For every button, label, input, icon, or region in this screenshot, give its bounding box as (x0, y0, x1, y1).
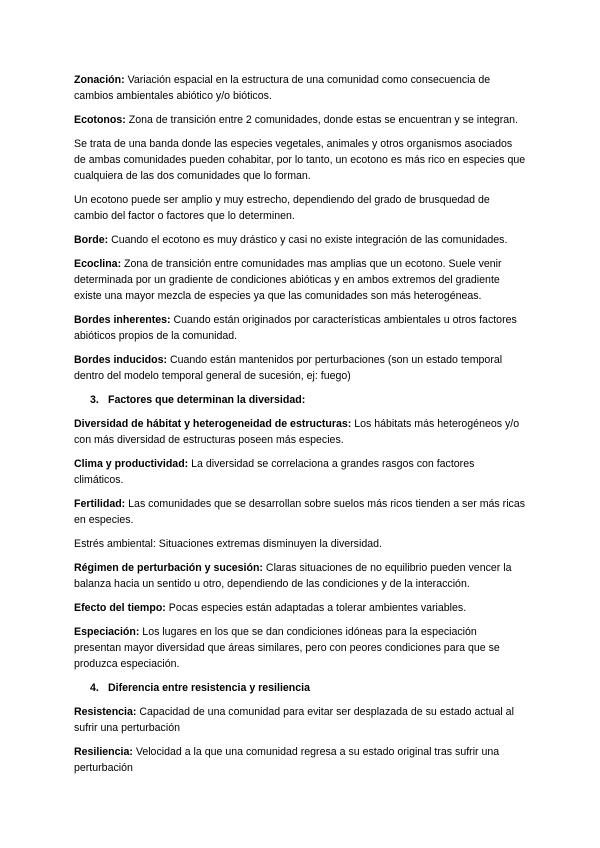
term-label: Bordes inducidos: (74, 354, 167, 366)
term-label: Resiliencia: (74, 746, 133, 758)
paragraph-text: Se trata de una banda donde las especies vegetales, animales y otros organismos asociados de ambas comunidades pueden cohabitar, por lo tanto, un ecotono es más rico en especies que cualquiera de las dos comunidades que lo forman. (74, 138, 526, 182)
paragraph-especiacion (74, 624, 526, 672)
paragraph-borde (74, 232, 526, 248)
paragraph-text: Pocas especies están adaptadas a tolerar ambientes variables. (165, 602, 467, 614)
term-label: Efecto del tiempo: (74, 602, 166, 614)
paragraph-clima (74, 456, 526, 488)
paragraph-fertilidad (74, 496, 526, 528)
paragraph-estres (74, 536, 526, 552)
paragraph-text: Variación espacial en la estructura de una comunidad como consecuencia de cambios ambientales abiótico y/o bióticos. (74, 74, 491, 102)
paragraph-ecotono-amplio (74, 192, 526, 224)
paragraph-text: Los lugares en los que se dan condiciones idóneas para la especiación presentan mayor diversidad que áreas similares, pero con peores condiciones para que se produzca especiación. (74, 626, 500, 670)
term-label: Clima y productividad: (74, 458, 189, 470)
paragraph-text: Los hábitats más heterogéneos y/o con más diversidad de estructuras poseen más especies. (74, 418, 520, 446)
paragraph-text: Las comunidades que se desarrollan sobre suelos más ricos tienden a ser más ricas en especies. (74, 498, 526, 526)
term-label: Ecotonos: (74, 114, 126, 126)
term-label: Ecoclina: (74, 258, 122, 270)
paragraph-text: Velocidad a la que una comunidad regresa a su estado original tras sufrir una perturbación (74, 746, 500, 774)
term-label: Fertilidad: (74, 498, 126, 510)
paragraph-ecotonos (74, 112, 526, 128)
section-number: 4. (90, 682, 99, 694)
term-label: Resistencia: (74, 706, 137, 718)
paragraph-text: Cuando el ecotono es muy drástico y casi no existe integración de las comunidades. (108, 234, 508, 246)
paragraph-regimen (74, 560, 526, 592)
term-label: Especiación: (74, 626, 140, 638)
paragraph-text: Zona de transición entre comunidades mas amplias que un ecotono. Suele venir determinada por un gradiente de condiciones abióticas y en ambos extremos del gradiente existe una mayor mezcla de especies ya que las comunidades son más heterogéneas. (74, 258, 502, 302)
paragraph-text: Capacidad de una comunidad para evitar ser desplazada de su estado actual al sufrir una perturbación (74, 706, 514, 734)
section-title: Diferencia entre resistencia y resiliencia (108, 682, 310, 694)
paragraph-text: Claras situaciones de no equilibrio pueden vencer la balanza hacia un sentido u otro, dependiendo de las condiciones y de la interacción. (74, 562, 512, 590)
term-label: Régimen de perturbación y sucesión: (74, 562, 263, 574)
section-number: 3. (90, 394, 99, 406)
paragraph-tiempo (74, 600, 526, 616)
paragraph-text: La diversidad se correlaciona a grandes rasgos con factores climáticos. (74, 458, 475, 486)
term-label: Zonación: (74, 74, 125, 86)
paragraph-diversidad-habitat (74, 416, 526, 448)
paragraph-text: Cuando están originados por características ambientales u otros factores abióticos propios de la comunidad. (74, 314, 517, 342)
section-heading-3 (74, 392, 526, 408)
paragraph-text: Cuando están mantenidos por perturbaciones (son un estado temporal dentro del modelo temporal general de sucesión, ej: fuego) (74, 354, 503, 382)
paragraph-resiliencia (74, 744, 526, 776)
term-label: Borde: (74, 234, 109, 246)
section-heading-4 (74, 680, 526, 696)
paragraph-text: Zona de transición entre 2 comunidades, donde estas se encuentran y se integran. (125, 114, 519, 126)
term-label: Diversidad de hábitat y heterogeneidad de estructuras: (74, 418, 352, 430)
paragraph-zonacion (74, 72, 526, 104)
paragraph-bordes-inherentes (74, 312, 526, 344)
term-label: Bordes inherentes: (74, 314, 171, 326)
paragraph-text: Estrés ambiental: Situaciones extremas disminuyen la diversidad. (74, 538, 382, 550)
section-title: Factores que determinan la diversidad: (108, 394, 306, 406)
paragraph-resistencia (74, 704, 526, 736)
paragraph-text: Un ecotono puede ser amplio y muy estrecho, dependiendo del grado de brusquedad de cambio del factor o factores que lo determinen. (74, 194, 490, 222)
paragraph-ecoclina (74, 256, 526, 304)
paragraph-ecotono-banda (74, 136, 526, 184)
paragraph-bordes-inducidos (74, 352, 526, 384)
